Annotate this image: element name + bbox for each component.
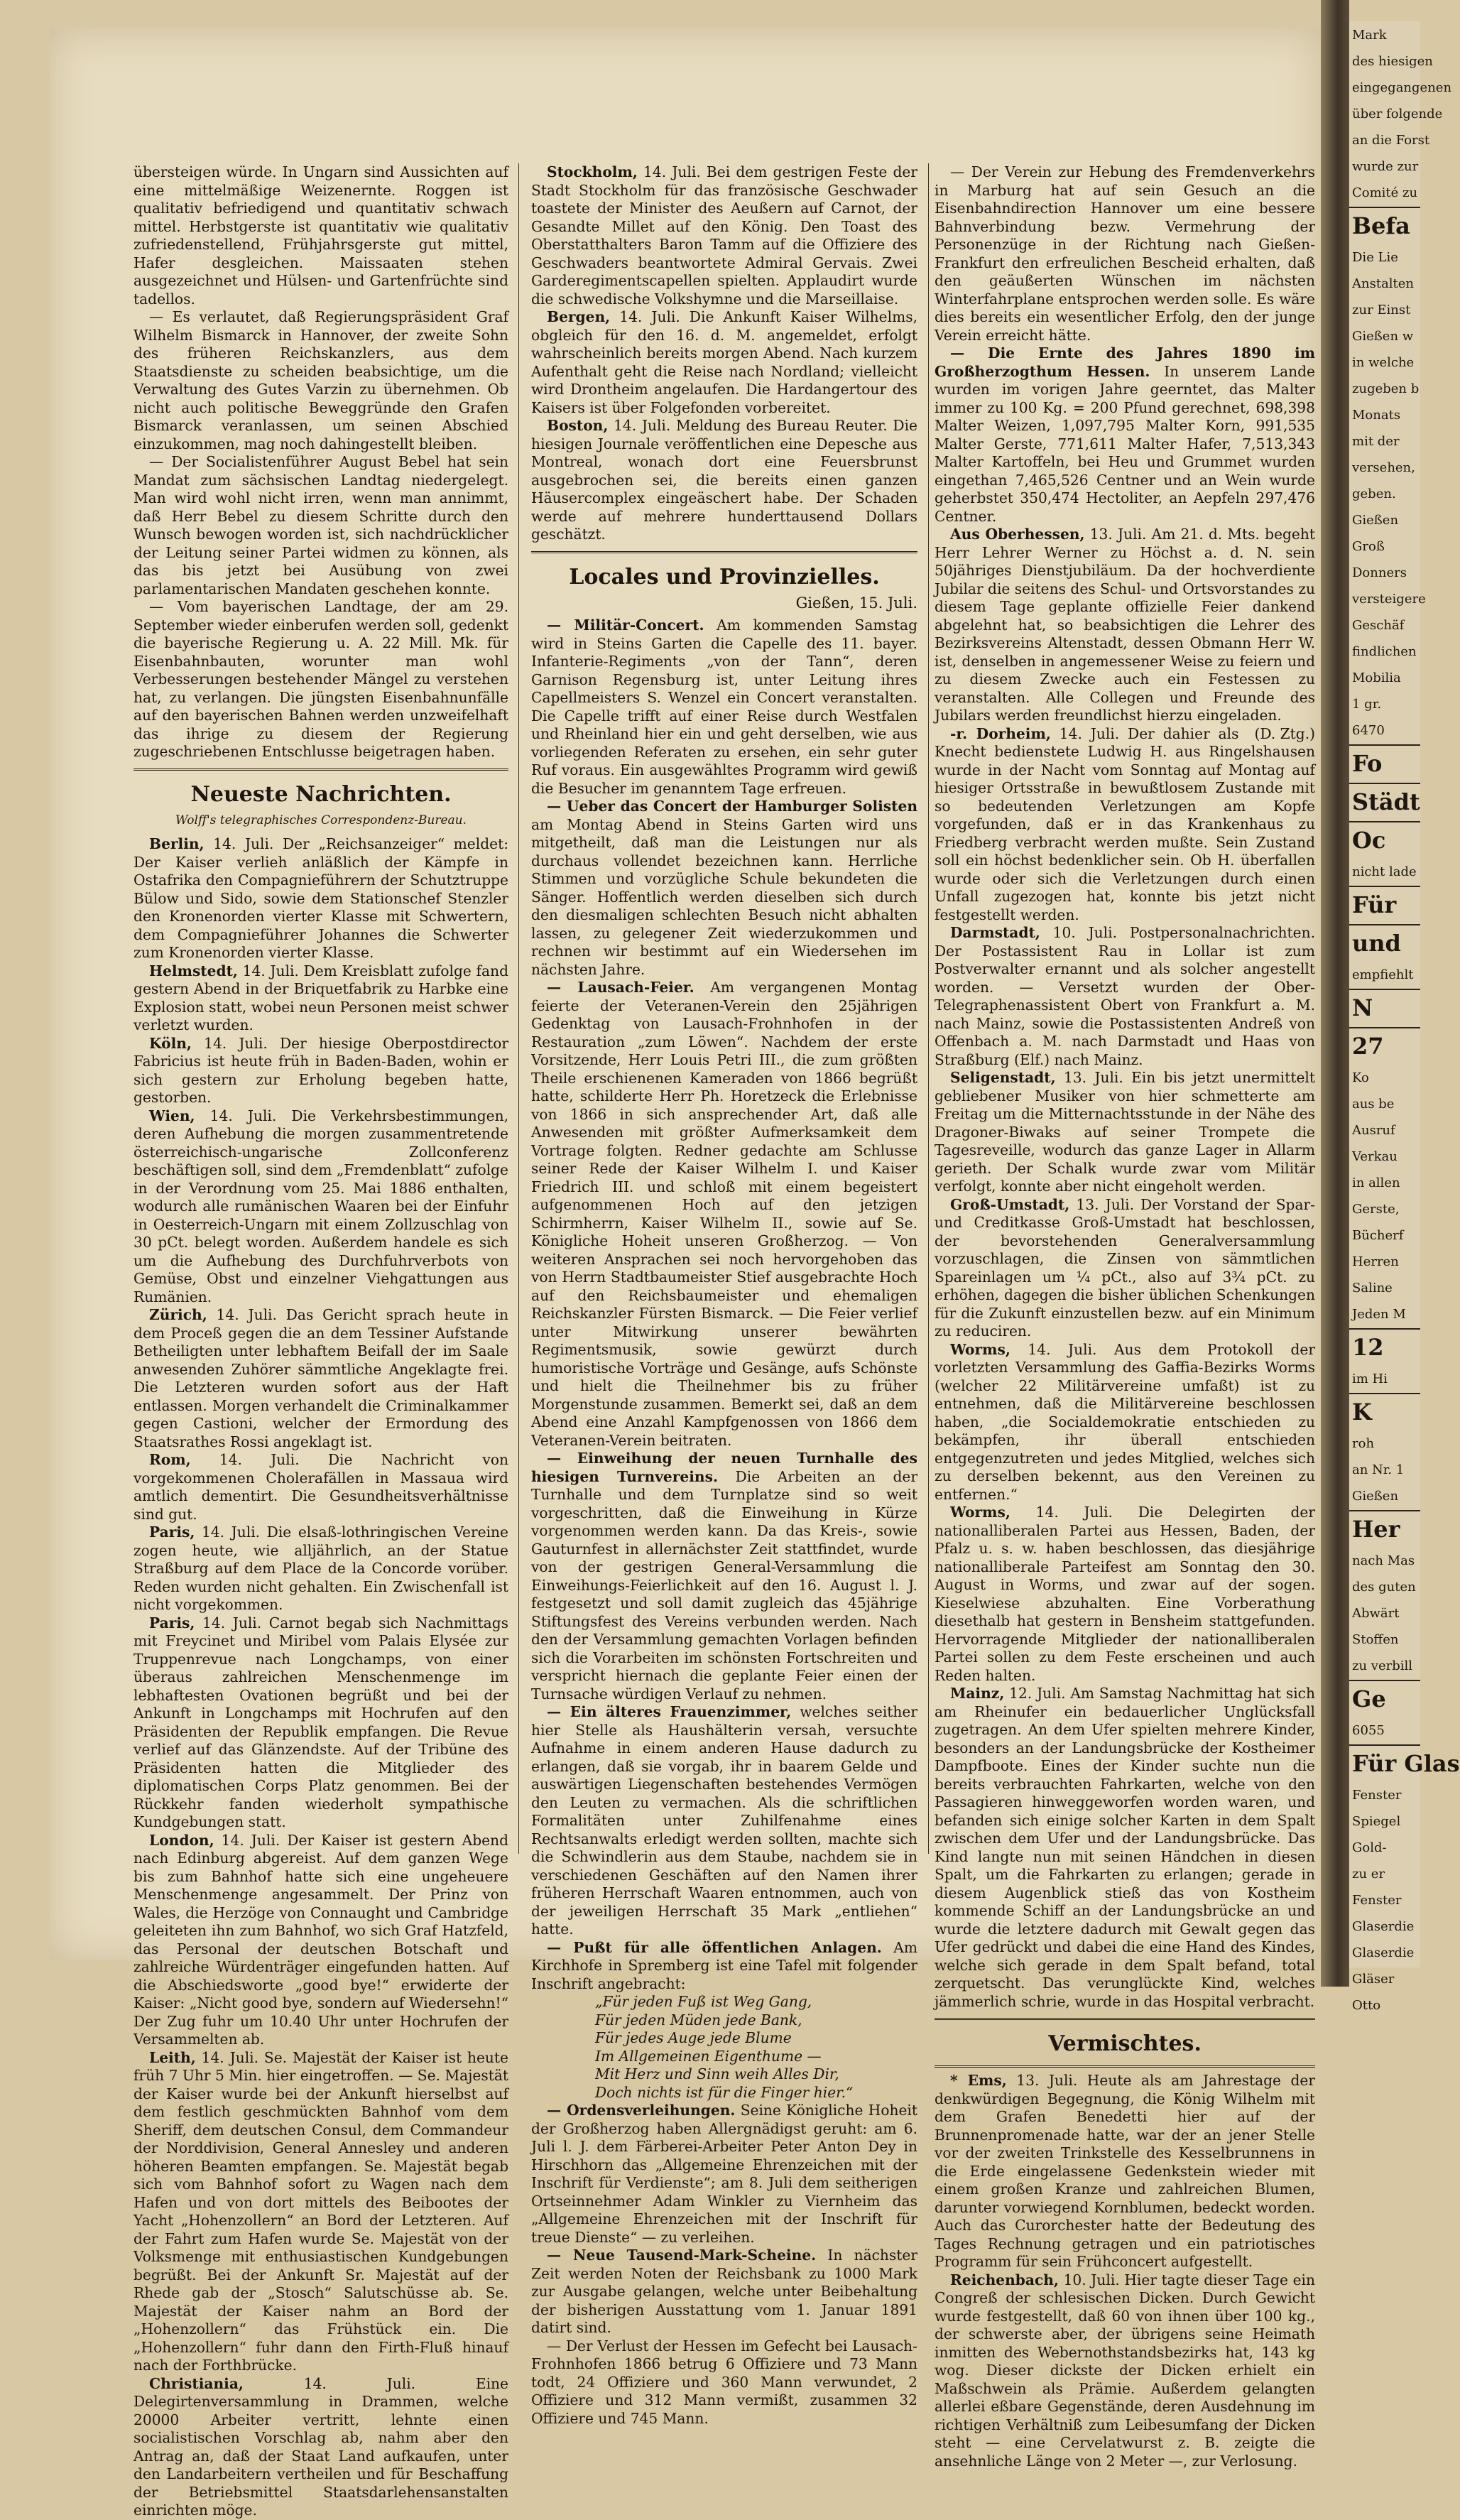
ad-fragment: Fo [1349, 744, 1420, 781]
news-item: Boston, 14. Juli. Meldung des Bureau Reuter. Die hiesigen Journale veröffentlichen eine Depesche aus Montreal, wonach dort eine Feuersbrunst ausgebrochen sei, die bereits einen ganzen Häusercomplex eingeäschert habe. Der Schaden werde auf mehrere hunderttausend Dollars geschätzt. [531, 417, 917, 543]
ad-fragment: Spiegel [1352, 1814, 1401, 1829]
local-item: — Der Verein zur Hebung des Fremdenverkehrs in Marburg hat auf sein Gesuch an die Eisenbahndirection Hannover um eine bessere Bahnverbindung bezw. Vermehrung der Personenzüge in der Richtung nach Gießen-Frankfurt den erfreulichen Bescheid erhalten, daß den geäußerten Wünschen im nächsten Winterfahrplane entsprochen werden solle. Es wäre dies bereits ein wesentlicher Erfolg, den der junge Verein erreicht hätte. [935, 163, 1315, 344]
ad-fragment: Monats [1352, 408, 1401, 423]
news-place: Helmstedt, [149, 962, 238, 979]
dateline: Gießen, 15. Juli. [795, 594, 917, 612]
ad-fragment: Her [1349, 1510, 1420, 1547]
ad-fragment: zu verbill [1352, 1658, 1413, 1673]
news-place: Darmstadt, [950, 924, 1040, 941]
ad-fragment: zugeben b [1352, 381, 1420, 396]
ad-fragment: versehen, [1352, 460, 1415, 475]
local-item: — Militär-Concert. Am kommenden Samstag wird in Steins Garten die Capelle des 11. bayer. Infanterie-Regiments „von der Tann“, deren Garnison Regensburg ist, unter Leitung ihres Capellmeisters S. Wenzel ein Concert veranstalten. Die Capelle trifft auf einer Reise durch Westfalen und Rheinland hier ein und geht derselben, wie aus vorliegenden Referaten zu ersehen, ein sehr guter Ruf voraus. Ein ausgewähltes Programm wird gewiß die Besucher im genanntem Tage erfreuen. [531, 617, 917, 797]
news-place: Leith, [149, 2048, 196, 2066]
ad-fragment: Gießen [1352, 1489, 1399, 1504]
article-paragraph: — Der Socialistenführer August Bebel hat sein Mandat zum sächsischen Landtag niedergelegt. Man wird wohl nicht irren, wenn man annimmt, daß Herr Bebel zu diesem Schritte durch den Wunsch bewogen worden ist, sich nachdrücklicher der Leitung seiner Partei widmen zu können, als das bis jetzt bei Ausübung von zwei parlamentarischen Mandaten geschehen konnte. [134, 453, 508, 597]
ad-fragment: nach Mas [1352, 1553, 1415, 1568]
section-divider [935, 2065, 1315, 2068]
news-item: Paris, 14. Juli. Carnot begab sich Nachmittags mit Freycinet und Miribel vom Palais Elysée zur Truppenrevue nach Longchamps, von einer überaus zahlreichen Menschenmenge im lebhaftesten Ovationen begrüßt und bei der Ankunft in Longchamps mit Hochrufen auf den Präsidenten der Republik empfangen. Die Revue verlief auf das Glänzendste. Auf der Tribüne des Präsidenten hatten die Mitglieder des diplomatischen Corps Platz genommen. Bei der Rückkehr fanden wiederholt sympathische Kundgebungen statt. [134, 1614, 508, 1830]
news-place: -r. Dorheim, [950, 724, 1051, 742]
ad-fragment: zur Einst [1352, 303, 1411, 317]
ad-fragment: Anstalten [1352, 276, 1415, 291]
ad-fragment: über folgende [1352, 107, 1443, 121]
ad-fragment: Städt [1349, 783, 1420, 820]
local-item: Worms, 14. Juli. Die Delegirten der nationalliberalen Partei aus Hessen, Baden, der Pfalz u. s. w. haben beschlossen, das diesjährige nationalliberale Parteifest am Sonntag den 30. August in Worms, und zwar auf der sogen. Kieselwiese abzuhalten. Eine Vorberathung diesethalb hat gestern in Bensheim stattgefunden. Hervorragende Mitglieder der nationalliberalen Partei sollen zu dem Feste erscheinen und auch Reden halten. [935, 1504, 1315, 1684]
page-gutter [1321, 0, 1349, 1987]
news-item: Paris, 14. Juli. Die elsaß-lothringischen Vereine zogen heute, wie alljährlich, an der Statue Straßburg auf dem Place de la Concorde vorüber. Reden wurden nicht gehalten. Ein Zwischenfall ist nicht vorgekommen. [134, 1524, 508, 1613]
news-item: London, 14. Juli. Der Kaiser ist gestern Abend nach Edinburg abgereist. Auf dem ganzen Wege bis zum Bahnhof hatte sich eine ungeheuere Menschenmenge angesammelt. Der Prinz von Wales, die Herzöge von Connaught und Cambridge geleiteten ihn zum Bahnhof, wo sich Graf Hatzfeld, das Personal der deutschen Botschaft und zahlreiche Würdenträger eingefunden hatten. Auf die Abschiedsworte „good bye!“ erwiderte der Kaiser: „Nicht good bye, sondern auf Wiedersehn!“ Der Zug fuhr um 10.40 Uhr unter Hochrufen der Versammelten ab. [134, 1831, 508, 2048]
column-1 [134, 163, 508, 2520]
poem-line: Mit Herz und Sinn weih Alles Dir, [595, 2065, 839, 2082]
ad-fragment: in welche [1352, 355, 1415, 370]
ad-fragment: 6470 [1352, 723, 1385, 738]
source-note: (D. Ztg.) [1254, 724, 1315, 742]
ad-fragment: Herren [1352, 1254, 1399, 1269]
section-divider [935, 2018, 1315, 2020]
ad-fragment: Ausruf [1352, 1123, 1395, 1138]
item-title: — Ueber das Concert der Hamburger Solisten [547, 798, 917, 815]
news-place: Christiania, [149, 2374, 244, 2392]
ad-fragment: 12 [1349, 1328, 1420, 1365]
ad-fragment: Otto [1352, 1998, 1381, 2013]
ad-fragment: Saline [1352, 1281, 1393, 1296]
item-title: — Ein älteres Frauenzimmer, [547, 1703, 792, 1720]
news-place: Seligenstadt, [950, 1069, 1056, 1086]
local-item: — Einweihung der neuen Turnhalle des hiesigen Turnvereins. Die Arbeiten an der Turnhalle und dem Turnplatze sind so weit vorgeschritten, daß die Einweihung in Kürze vorgenommen werden kann. Da das Kreis-, sowie Gauturnfest in allernächster Zeit stattfindet, wurde von der gestrigen General-Versammlung die Einweihungs-Feierlichkeit auf den 16. August l. J. festgesetzt und soll damit zugleich das 45jährige Stiftungsfest des Vereins verbunden werden. Nach den der Versammlung gemachten Vorlagen befinden sich die Vorarbeiten im schönsten Fortschreiten und verspricht hiernach die geplante Feier einen der Turnsache würdigen Verlauf zu nehmen. [531, 1450, 918, 1702]
ad-fragment: versteigere [1352, 592, 1426, 607]
column-rule [928, 163, 929, 1854]
news-place: Reichenbach, [950, 2271, 1059, 2288]
item-title: — Ordensverleihungen. [547, 2102, 736, 2119]
ad-fragment: Ko [1352, 1070, 1369, 1085]
item-title: — Einweihung der neuen Turnhalle des hiesigen Turnvereins. [531, 1450, 917, 1485]
ad-fragment: findlichen [1352, 644, 1417, 659]
ad-fragment-list [1349, 23, 1460, 2018]
ad-fragment: Donners [1352, 565, 1407, 580]
ad-fragment: eingegangenen [1352, 80, 1452, 95]
news-item: Leith, 14. Juli. Se. Majestät der Kaiser ist heute früh 7 Uhr 5 Min. hier eingetroffen. — Se. Majestät der Kaiser wurde bei der Ankunft hierselbst auf dem festlich geschmückten Bahnhof vom dem Sheriff, dem deutschen Consul, dem Commandeur der Norddivision, General Annesley und anderen höheren Beamten empfangen. Se. Majestät begab sich vom Bahnhof sofort zu Wagen nach dem Hafen und von dort mittels des Beibootes der Yacht „Hohenzollern“ an Bord der Letzteren. Auf der Fahrt zum Hafen wurde Se. Majestät von der Volksmenge mit enthusiastischen Kundgebungen begrüßt. Bei der Ankunft Sr. Majestät auf der Rhede gab der „Stosch“ Salutschüsse ab. Se. Majestät der Kaiser nahm an Bord der „Hohenzollern“ das Frühstück ein. Die „Hohenzollern“ fuhr dann den Firth-Fluß hinauf nach der Forthbrücke. [134, 2048, 508, 2374]
ad-fragment: empfiehlt [1352, 967, 1414, 982]
news-place: Stockholm, [547, 163, 638, 180]
ad-fragment: Groß [1352, 539, 1385, 554]
news-place: Zürich, [149, 1306, 207, 1323]
news-item: Stockholm, 14. Juli. Bei dem gestrigen Feste der Stadt Stockholm für das französische Geschwader toastete der Minister des Aeußern auf Carnot, der Gesandte Millet auf den König. Den Toast des Oberstatthalters Baron Tamm auf die Offiziere des Geschwaders beantwortete Admiral Gervais. Zwei Garderegimentscapellen spielten. Applaudirt wurde die schwedische Volkshymne und die Marseillaise. [531, 163, 917, 308]
news-place: Paris, [149, 1524, 195, 1541]
ad-fragment: Stoffen [1352, 1632, 1399, 1647]
section-divider [134, 769, 508, 771]
ad-fragment: N [1349, 989, 1420, 1026]
news-item: Wien, 14. Juli. Die Verkehrsbestimmungen, deren Aufhebung die morgen zusammentretende österreichisch-ungarische Zollconferenz beschäftigen soll, sind dem „Fremdenblatt“ zufolge in der Verordnung vom 25. Mai 1886 enthalten, wodurch alle rumänischen Waaren bei der Einfuhr in Oesterreich-Ungarn mit einem Zollzuschlag von 30 pCt. belegt worden. Außerdem handele es sich um die Aufhebung des Durchfuhrverbots von Gemüse, Obst und einzelner Viehgattungen aus Rumänien. [134, 1107, 508, 1305]
ad-fragment: aus be [1352, 1097, 1395, 1112]
ad-fragment: 6055 [1352, 1723, 1385, 1738]
ad-fragment: des hiesigen [1352, 54, 1433, 69]
poem-line: Im Allgemeinen Eigenthume — [595, 2047, 822, 2065]
news-item: Köln, 14. Juli. Der hiesige Oberpostdirector Fabricius ist heute früh in Baden-Baden, wohin er sich gestern zur Erholung begeben hatte, gestorben. [134, 1034, 508, 1106]
ad-fragment: an Nr. 1 [1352, 1462, 1405, 1477]
ad-fragment: in allen [1352, 1175, 1400, 1190]
ad-fragment: Gläser [1352, 1972, 1395, 1987]
ad-fragment: Comité zu [1352, 185, 1418, 200]
item-title: — Militär-Concert. [547, 617, 704, 634]
ad-fragment: Glaserdie [1352, 1919, 1415, 1934]
local-item: — Ueber das Concert der Hamburger Solisten am Montag Abend in Steins Garten wird uns mitgetheilt, daß man die Leistungen nur als durchaus vollendet bezeichnen kann. Herrliche Stimmen und vorzügliche Schule bekundeten die Sänger. Hoffentlich werden dieselben sich durch den diesmaligen schlechten Besuch nicht abhalten lassen, zu gelegener Zeit wiederzukommen und rechnen wir bestimmt auf ein Wiedersehen im nächsten Jahre. [531, 798, 917, 978]
local-item: Aus Oberhessen, 13. Juli. Am 21. d. Mts. begeht Herr Lehrer Werner zu Höchst a. d. N. sein 50jähriges Dienstjubiläum. Da der hochverdiente Jubilar die seitens des Schul- und Ortsvorstandes zu diesem Tage geplante offizielle Feier dankend abgelehnt hat, so beabsichtigen die Lehrer des Bezirksvereins Altenstadt, dessen Obmann Herr W. ist, denselben in angemessener Weise zu feiern und zu diesem Zwecke auch ein Festessen zu veranstalten. Alle Collegen und Freunde des Jubilars werden freundlichst hierzu eingeladen. (D. Ztg.) [935, 526, 1315, 742]
ad-fragment: Die Lie [1352, 250, 1398, 265]
news-place: London, [149, 1831, 214, 1849]
section-heading-vermischtes: Vermischtes. [1048, 2031, 1202, 2056]
ad-fragment: Verkau [1352, 1149, 1398, 1164]
ad-fragment: Glaserdie [1352, 1945, 1415, 1960]
ad-fragment: des guten [1352, 1580, 1416, 1595]
column-rule [518, 163, 519, 1854]
news-item: Helmstedt, 14. Juli. Dem Kreisblatt zufolge fand gestern Abend in der Briquetfabrik zu Harbke eine Explosion statt, wobei neun Personen meist schwer verletzt wurden. [134, 962, 508, 1033]
ad-fragment: Bücherf [1352, 1228, 1404, 1243]
news-place: Wien, [149, 1107, 195, 1124]
adjacent-page-fragment [1349, 21, 1460, 2013]
ad-fragment: Gießen [1352, 513, 1399, 528]
section-heading-locales: Locales und Provinzielles. [569, 564, 880, 590]
ad-fragment: Fenster [1352, 1788, 1402, 1803]
ad-fragment: an die Forst [1352, 133, 1430, 148]
news-place: Mainz, [950, 1685, 1005, 1702]
column-2 [531, 163, 917, 2428]
ad-fragment: K [1349, 1393, 1420, 1430]
news-item: Bergen, 14. Juli. Die Ankunft Kaiser Wilhelms, obgleich für den 16. d. M. angemeldet, erfolgt wahrscheinlich bereits morgen Abend. Nach kurzem Aufenthalt geht die Reise nach Nordland; vielleicht wird Drontheim angelaufen. Die Hardangertour des Kaisers ist über Folgefonden vorbereitet. [531, 308, 917, 416]
ad-fragment: und [1349, 924, 1420, 961]
ad-fragment: nicht lade [1352, 864, 1417, 879]
local-item: — Ordensverleihungen. Seine Königliche Hoheit der Großherzog haben Allergnädigst geruht: am 6. Juli l. J. dem Färberei-Arbeiter Peter Anton Dey in Hirschhorn das „Allgemeine Ehrenzeichen mit der Inschrift für Verdienste“; am 8. Juli dem seitherigen Ortseinnehmer Adam Winkler zu Viernheim das „Allgemeine Ehrenzeichen mit der Inschrift für treue Dienste“ — zu verleihen. [531, 2102, 917, 2246]
item-title: — Lausach-Feier. [547, 979, 694, 996]
local-item: Darmstadt, 10. Juli. Postpersonalnachrichten. Der Postassistent Rau in Lollar ist zum Postverwalter ernannt und als solcher angestellt worden. — Versetzt wurden der Ober-Telegraphenassistent Obert von Frankfurt a. M. nach Mainz, sowie die Postassistenten Andreß von Offenbach a. M. nach Darmstadt und Haas von Straßburg (Elf.) nach Mainz. [935, 924, 1315, 1068]
ad-fragment: Für Glas [1349, 1744, 1420, 1781]
ad-fragment: Abwärt [1352, 1606, 1400, 1621]
news-place: Groß-Umstadt, [950, 1195, 1070, 1213]
local-item: Worms, 14. Juli. Aus dem Protokoll der vorletzten Versammlung des Gaffia-Bezirks Worms (welcher 22 Militärvereine umfaßt) ist zu entnehmen, daß die Militärvereine beschlossen haben, „die Socialdemokratie entschieden zu bekämpfen, ihr überall entschieden entgegenzutreten und jedes Mitglied, welches sich zu derselben bekennt, aus den Vereinen zu entfernen.“ [935, 1340, 1315, 1503]
local-item: — Lausach-Feier. Am vergangenen Montag feierte der Veteranen-Verein den 25jährigen Gedenktag von Lausach-Frohnhofen in der Restauration „zum Löwen“. Nachdem der erste Vorsitzende, Herr Louis Petri III., die zum größten Theile erschienenen Kameraden von 1866 begrüßt hatte, schilderte Herr Ph. Horetzeck die Erlebnisse von 1866 in sich ansprechender Art, daß alle Anwesenden mit größter Aufmerksamkeit dem Vortrage folgten. Redner gedachte am Schlusse seiner Rede der Kaiser Wilhelm I. und Kaiser Friedrich III. und schloß mit einem begeistert aufgenommenen Hoch auf den jetzigen Schirmherrn, Kaiser Wilhelm II., sowie auf Se. Königliche Hoheit unseren Großherzog. — Von weiteren Ansprachen sei noch hervorgehoben das von Herrn Stadtbaumeister Stief ausgebrachte Hoch auf den Reichsbaumeister und ehemaligen Reichskanzler Fürsten Bismarck. — Die Feier verlief unter Mitwirkung unserer bewährten Regimentsmusik, sowie gewürzt durch humoristische Vorträge und Gesänge, aufs Schönste und hielt die Theilnehmer bis zu früher Morgenstunde zusammen. Bemerkt sei, daß an dem Abend eine Anzahl Kampfgenossen von 1866 dem Veteranen-Verein beitraten. [531, 979, 917, 1449]
local-item: — Die Ernte des Jahres 1890 im Großherzogthum Hessen. In unserem Lande wurden im vorigen Jahre geerntet, das Malter immer zu 100 Kg. = 200 Pfund gerechnet, 698,398 Malter Weizen, 1,097,795 Malter Korn, 991,535 Malter Gerste, 771,611 Malter Hafer, 7,513,343 Malter Kartoffeln, bei Heu und Grummet wurden eingethan 7,465,526 Centner und an Wein wurde geherbstet 350,474 Hectoliter, an Aepfeln 297,476 Centner. [935, 344, 1315, 525]
misc-item: * Ems, 13. Juli. Heute als am Jahrestage der denkwürdigen Begegnung, die König Wilhelm mit dem Grafen Benedetti hier auf der Brunnenpromenade hatte, war der an jener Stelle vor der zweiten Trinkstelle des Kesselbrunnens in die Erde eingelassene Gedenkstein wieder mit einem großen Kranze und zahlreichen Blumen, darunter vorwiegend Kornblumen, bedeckt worden. Auch das Curorchester hatte der Bedeutung des Tages Rechnung getragen und ein patriotisches Programm für sein Frühconcert aufgestellt. [935, 2072, 1315, 2270]
ad-fragment: Jeden M [1352, 1307, 1406, 1322]
ad-fragment: Mobilia [1352, 670, 1401, 685]
column-3 [935, 163, 1315, 2470]
ad-fragment: geben. [1352, 487, 1396, 501]
poem-line: Für jedes Auge jede Blume [595, 2029, 792, 2046]
local-item: — Der Verlust der Hessen im Gefecht bei Lausach-Frohnhofen 1866 betrug 6 Offiziere und 73 Mann todt, 24 Offiziere und 360 Mann verwundet, 2 Offiziere und 312 Mann vermißt, zusammen 32 Offiziere und 745 Mann. [531, 2337, 917, 2427]
ad-fragment: Fenster [1352, 1893, 1402, 1908]
section-heading-neueste-nachrichten: Neueste Nachrichten. [190, 781, 452, 807]
news-place: Rom, [149, 1451, 191, 1468]
ad-fragment: mit der [1352, 434, 1400, 449]
news-place: Worms, [950, 1504, 1010, 1521]
news-item: Christiania, 14. Juli. Eine Delegirtenversammlung in Drammen, welche 20000 Arbeiter vertritt, lehnte einen socialistischen Vorschlag ab, nahm aber den Antrag an, daß der Staat Land aufkaufen, unter den Landarbeitern vertheilen und für Beschaffung der Betriebsmittel Staatsdarlehensanstalten einrichten möge. [134, 2374, 508, 2519]
news-item: Zürich, 14. Juli. Das Gericht sprach heute in dem Proceß gegen die an dem Tessiner Aufstande Betheiligten unter lebhaftem Beifall der im Saale anwesenden Zuhörer sämmtliche Angeklagte frei. Die Letzteren wurden sofort aus der Haft entlassen. Morgen verhandelt die Criminalkammer gegen Castioni, welcher der Ermordung des Staatsrathes Rossi angeklagt ist. [134, 1306, 508, 1450]
section-subheading: Wolff's telegraphisches Correspondenz-Bureau. [175, 813, 467, 827]
ad-fragment: Gießen w [1352, 329, 1414, 344]
item-title: — Pußt für alle öffentlichen Anlagen. [547, 1938, 882, 1956]
news-place: Worms, [950, 1340, 1010, 1358]
ad-fragment: Gerste, [1352, 1202, 1400, 1217]
poem-line: Doch nichts ist für die Finger hier.“ [595, 2083, 854, 2101]
news-place: * Ems, [950, 2072, 1007, 2089]
ad-fragment: wurde zur [1352, 159, 1419, 174]
item-title: — Die Ernte des Jahres 1890 im Großherzogthum Hessen. [935, 344, 1315, 380]
news-place: Berlin, [149, 835, 205, 852]
article-paragraph: — Es verlautet, daß Regierungspräsident Graf Wilhelm Bismarck in Hannover, der zweite Sohn des früheren Reichskanzlers, aus dem Staatsdienste zu scheiden beabsichtige, um die Verwaltung des Gutes Varzin zu übernehmen. Ob nicht auch politische Beweggründe den Grafen Bismarck veranlassen, um seinen Abschied einzukommen, mag noch dahingestellt bleiben. [134, 308, 508, 452]
poem-line: „Für jeden Fuß ist Weg Gang, [595, 1993, 812, 2010]
news-place: Bergen, [547, 308, 611, 325]
local-item: Mainz, 12. Juli. Am Samstag Nachmittag hat sich am Rheinufer ein bedauerlicher Unglücksfall zugetragen. An dem Ufer spielten mehrere Kinder, besonders an der Landungsbrücke der Kostheimer Dampfboote. Eines der Kinder suchte nun die bereits verbrauchten Fahrkarten, welche von den Passagieren hinweggeworfen worden waren, und befanden sich einige solcher Karten in dem Spalt zwischen dem Ufer und der Landungsbrücke. Das Kind langte nun mit seinen Händchen in diesen Spalt, um die Fahrkarten zu erlangen; gerade in diesem Augenblick stieß das von Kostheim kommende Schiff an der Landungsbrücke an und wurde die letztere dadurch mit Gewalt gegen das Ufer gedrückt und dabei die eine Hand des Kindes, welche sich gerade in dem Spalt befand, total zerquetscht. Das verunglückte Kind, welches jämmerlich schrie, wurde in das Hospital verbracht. [935, 1685, 1315, 2010]
local-item: -r. Dorheim, 14. Juli. Der dahier als Knecht bedienstete Ludwig H. aus Ringelshausen wurde in der Nacht vom Sonntag auf Montag auf hiesiger Ortsstraße in bewußtlosem Zustande mit so bedeutenden Verletzungen am Kopfe vorgefunden, daß er in das Krankenhaus zu Friedberg verbracht werden mußte. Sein Zustand soll ein höchst bedenklicher sein. Ob H. überfallen wurde oder sich die Verletzungen durch einen Unfall zugezogen hat, konnte bis jetzt nicht festgestellt werden. [935, 724, 1315, 923]
ad-fragment: Gold- [1352, 1840, 1387, 1855]
newspaper-page [50, 28, 1321, 2519]
ad-fragment: Für [1349, 886, 1420, 923]
news-item: Berlin, 14. Juli. Der „Reichsanzeiger“ meldet: Der Kaiser verlieh anläßlich der Kämpfe in Ostafrika den Compagnieführern der Schutztruppe Bülow und Sido, sowie dem Stationschef Stenzler den Kronenorden vierter Klasse mit Schwertern, dem Compagnieführer Johannes die Schwerter zum Kronenorden vierter Klasse. [134, 835, 508, 961]
ad-fragment: Mark [1352, 28, 1387, 43]
ad-fragment: im Hi [1352, 1372, 1388, 1386]
local-item: Groß-Umstadt, 13. Juli. Der Vorstand der Spar- und Creditkasse Groß-Umstadt hat beschlossen, der bevorstehenden Generalversammlung vorzuschlagen, die Zinsen von sämmtlichen Spareinlagen um ¼ pCt., also auf 3¾ pCt. zu erhöhen, dagegen die bisher üblichen Schenkungen für die Zukunft einzustellen bezw. auf ein Minimum zu reduciren. [935, 1195, 1315, 1340]
local-item: — Neue Tausend-Mark-Scheine. In nächster Zeit werden Noten der Reichsbank zu 1000 Mark zur Ausgabe gelangen, welche unter Beibehaltung der bisherigen Ausstattung vom 1. Januar 1891 datirt sind. [531, 2247, 917, 2336]
news-place: Aus Oberhessen, [950, 526, 1085, 543]
item-title: — Neue Tausend-Mark-Scheine. [547, 2247, 817, 2264]
news-item: Rom, 14. Juli. Die Nachricht von vorgekommenen Cholerafällen in Massaua wird amtlich dementirt. Die Gesundheitsverhältnisse sind gut. [134, 1451, 508, 1523]
poem-line: Für jeden Müden jede Bank, [595, 2011, 802, 2029]
ad-fragment: Oc [1349, 821, 1420, 858]
section-divider [531, 551, 917, 553]
ad-fragment: 27 [1349, 1027, 1420, 1064]
news-place: Boston, [547, 417, 609, 434]
ad-fragment: Geschäf [1352, 618, 1405, 633]
ad-fragment: Ge [1349, 1680, 1420, 1717]
ad-fragment: Befa [1349, 207, 1420, 244]
poem [531, 1993, 917, 2102]
article-paragraph: — Vom bayerischen Landtage, der am 29. September wieder einberufen werden soll, gedenkt die bayerische Regierung u. A. 22 Mill. Mk. für Eisenbahnbauten, worunter man wohl Verbesserungen bestehender Mängel zu verstehen hat, zu verlangen. Die jüngsten Eisenbahnunfälle auf den bayerischen Bahnen werden unzweifelhaft das ihrige zu diesem der Regierung zugeschriebenen Entschlusse beigetragen haben. [134, 598, 508, 760]
ad-fragment: zu er [1352, 1867, 1385, 1881]
local-item: — Pußt für alle öffentlichen Anlagen. Am Kirchhofe in Spremberg ist eine Tafel mit folgender Inschrift angebracht: [531, 1938, 917, 1992]
article-paragraph: übersteigen würde. In Ungarn sind Aussichten auf eine mittelmäßige Weizenernte. Roggen ist qualitativ befriedigend und quantitativ schwach mittel. Herbstgerste ist quantitativ wie qualitativ zufriedenstellend, Frühjahrsgerste gut mittel, Hafer desgleichen. Maissaaten stehen ausgezeichnet und Hülsen- und Gartenfrüchte sind tadellos. [134, 163, 508, 308]
ad-fragment: roh [1352, 1436, 1375, 1451]
misc-item: Reichenbach, 10. Juli. Hier tagte dieser Tage ein Congreß der schlesischen Dicken. Durch Gewicht wurde festgestellt, daß 60 von ihnen über 100 kg., der schwerste aber, der übrigens seine Heimath inmitten des Webernothstandsbezirks hat, 143 kg wog. Dieser dickste der Dicken erhielt ein Maßschwein als Prämie. Außerdem gelangten allerlei eßbare Gegenstände, deren Ausdehnung im richtigen Verhältniß zum Leibesumfang der Dicken steht — eine Cervelatwurst z. B. zeigte die ansehnliche Länge von 2 Meter —, zur Verlosung. [935, 2271, 1315, 2470]
news-place: Köln, [149, 1034, 192, 1052]
news-place: Paris, [149, 1614, 195, 1631]
local-item: — Ein älteres Frauenzimmer, welches seither hier Stelle als Haushälterin versah, versuchte Aufnahme in einem anderen Hause dadurch zu erlangen, daß sie vorgab, ihr in baarem Gelde und auswärtigen Liegenschaften bestehendes Vermögen den Leuten zu vermachen. Als die schriftlichen Formalitäten unter Zuhilfenahme eines Rechtsanwalts erledigt werden sollten, machte sich die Schwindlerin aus dem Staube, nachdem sie in verschiedenen Geschäften auf den Namen ihrer früheren Herrschaft Waaren entnommen, auch von der jeweiligen Herrschaft 35 Mark „entliehen“ hatte. [531, 1703, 917, 1938]
ad-fragment: 1 gr. [1352, 697, 1382, 712]
local-item: Seligenstadt, 13. Juli. Ein bis jetzt unermittelt gebliebener Musiker von hier schmetterte am Freitag um die Mitternachtsstunde in der Nähe des Dragoner-Biwaks auf seiner Trompete die Tagesreveille, wodurch das ganze Lager in Allarm gerieth. Der Schalk wurde zwar vom Militär verfolgt, konnte aber nicht eingeholt werden. [935, 1069, 1315, 1195]
